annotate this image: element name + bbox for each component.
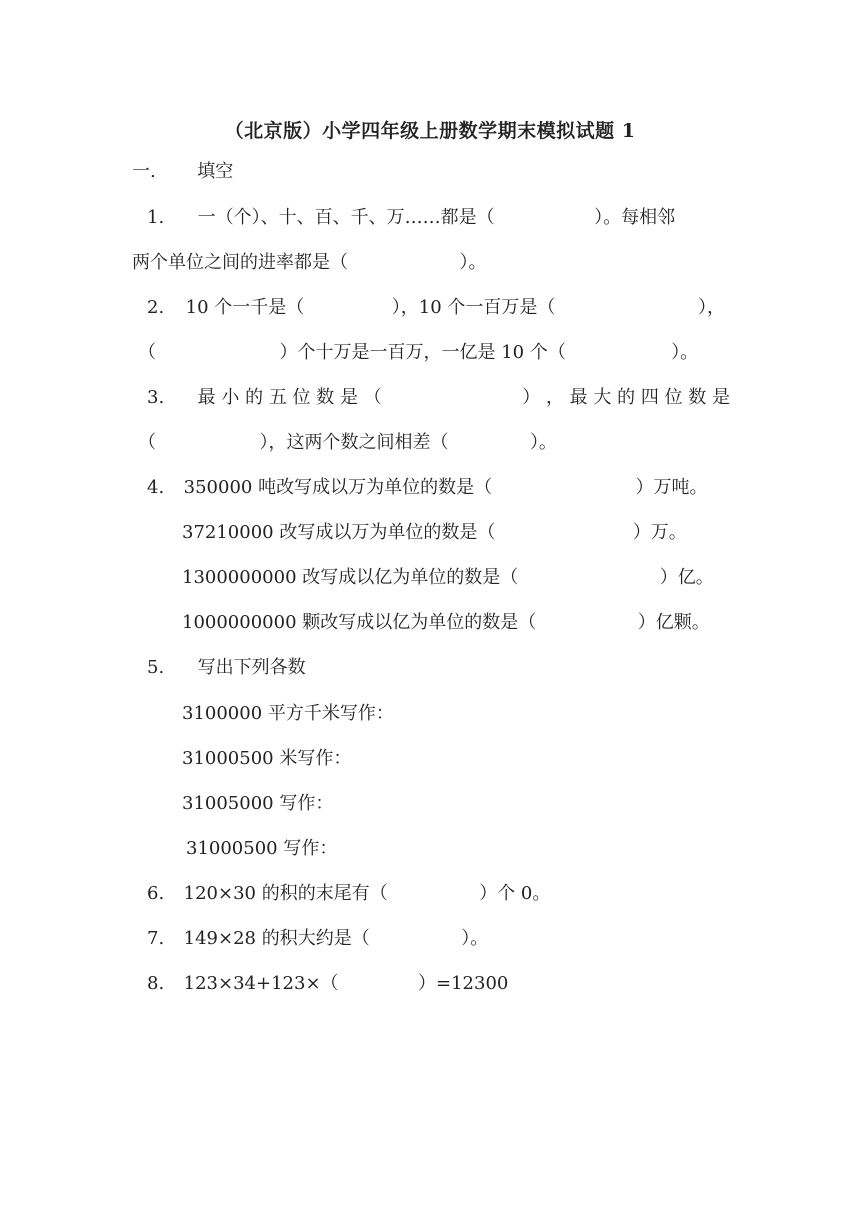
question-text: ）个 0。 (479, 883, 551, 904)
question-text: 一（个）、十、百、千、万……都是（ (197, 207, 495, 228)
question-text: 1000000000 颗改写成以亿为单位的数是（ (182, 612, 537, 633)
question-number: 7. (147, 928, 165, 949)
question-text: ）=12300 (418, 973, 509, 994)
question-text: ）。每相邻 (594, 207, 676, 228)
question-text: ）。 (459, 252, 487, 273)
question-text: ），这两个数之间相差（ (259, 432, 449, 453)
question-5-heading (147, 656, 306, 680)
question-text: 120×30 的积的末尾有（ (183, 883, 388, 904)
question-text: 149×28 的积大约是（ (183, 928, 370, 949)
question-text: 写出下列各数 (197, 657, 306, 678)
question-text: ）。 (461, 928, 489, 949)
question-number: 5. (147, 657, 165, 678)
question-text: 37210000 改写成以万为单位的数是（ (182, 522, 496, 543)
question-1-line-1 (147, 206, 675, 230)
question-4-line-4 (182, 611, 710, 635)
question-1-line-2 (132, 251, 486, 275)
question-number: 8. (147, 973, 165, 994)
question-6 (147, 882, 550, 906)
question-4-line-2 (182, 521, 687, 545)
question-text: ）亿。 (659, 567, 714, 588)
question-4-line-1 (147, 476, 708, 500)
page-title: （北京版）小学四年级上册数学期末模拟试题 1 (224, 120, 636, 142)
question-8 (147, 972, 508, 996)
question-text: ）个十万是一百万，一亿是 10 个（ (279, 342, 566, 363)
question-5-item-4: 31000500 写作： (186, 838, 338, 859)
question-2-line-1 (147, 296, 725, 320)
question-number: 3. (147, 387, 165, 408)
question-text: 最 小 的 五 位 数 是 （ (197, 387, 382, 408)
question-text: 1300000000 改写成以亿为单位的数是（ (182, 567, 519, 588)
question-5-item-2: 31000500 米写作： (182, 748, 352, 769)
question-3-line-1 (147, 386, 730, 410)
question-number: 1. (147, 207, 165, 228)
question-5-item-1: 3100000 平方千米写作： (182, 703, 394, 724)
question-text: 10 个一千是（ (185, 297, 305, 318)
question-text: （ (138, 432, 156, 453)
section-number: 一. (132, 161, 156, 182)
question-text: （ (138, 342, 156, 363)
question-text: ）万吨。 (635, 477, 708, 498)
question-text: ）亿颗。 (637, 612, 710, 633)
question-7 (147, 927, 488, 951)
question-4-line-3 (182, 566, 714, 590)
question-text: ） ， 最 大 的 四 位 数 是 (522, 387, 730, 408)
question-3-line-2 (138, 431, 557, 455)
question-text: ），10 个一百万是（ (391, 297, 556, 318)
question-2-line-2 (138, 341, 698, 365)
question-text: ）， (698, 297, 725, 318)
question-text: 123×34+123×（ (183, 973, 339, 994)
section-title: 填空 (197, 161, 234, 182)
question-text: ）万。 (632, 522, 687, 543)
question-text: 350000 吨改写成以万为单位的数是（ (183, 477, 493, 498)
section-heading (132, 160, 233, 184)
question-number: 4. (147, 477, 165, 498)
question-number: 2. (147, 297, 165, 318)
question-number: 6. (147, 883, 165, 904)
question-text: ）。 (671, 342, 699, 363)
question-text: ）。 (529, 432, 557, 453)
question-5-item-3: 31005000 写作： (182, 793, 334, 814)
question-text: 两个单位之间的进率都是（ (132, 252, 348, 273)
